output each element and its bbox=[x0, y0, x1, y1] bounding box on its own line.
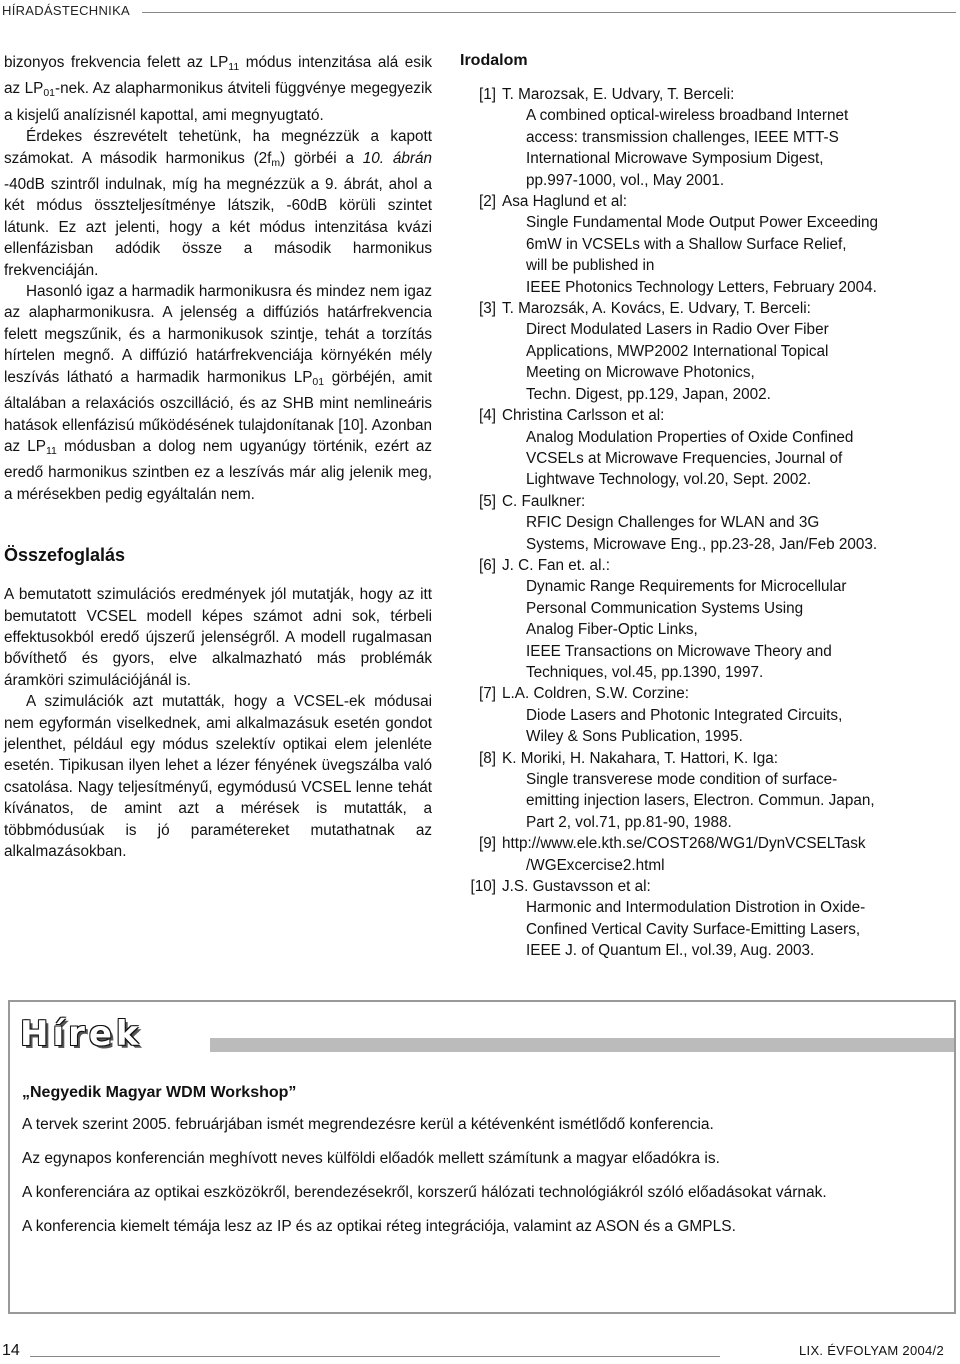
reference-line: L.A. Coldren, S.W. Corzine: bbox=[502, 685, 690, 703]
page-footer bbox=[0, 1340, 960, 1364]
page-number: 14 bbox=[2, 1342, 20, 1359]
reference-text bbox=[496, 748, 875, 834]
reference-text bbox=[496, 84, 848, 191]
reference-line: VCSELs at Microwave Frequencies, Journal of bbox=[526, 449, 843, 467]
reference-line: pp.997-1000, vol., May 2001. bbox=[526, 171, 725, 189]
reference-item bbox=[460, 405, 940, 491]
reference-line: Confined Vertical Cavity Surface-Emitting Lasers, bbox=[526, 920, 861, 938]
news-paragraph-2: Az egynapos konferencián meghívott neves külföldi előadók mellett számítunk a magyar előadókra is. bbox=[22, 1150, 720, 1167]
summary-paragraph-2: A szimulációk azt mutatták, hogy a VCSEL-ek módusai nem egyformán viselkednek, ami alkalmazásuk esetén gondot jelenthet, például egy módus szelektív optikai elem jelenléte esetén. Tipikusan ilyen lehet a lézer fényének üvegszálba való csatolása. Nagy teljesítményű, egymódusú VCSEL lenne tehát kívánatos, de amint azt a mérések is mutatták, a többmódusúak is jó paramétereket mutathatnak az alkalmazásokban. bbox=[4, 693, 432, 860]
reference-number: [8] bbox=[478, 749, 496, 767]
reference-line: access: transmission challenges, IEEE MTT-S bbox=[526, 128, 839, 146]
paragraph-2: Érdekes észrevételt tehetünk, ha megnézzük a kapott számokat. A második harmonikus $(2f_m)$ görbéi a 10. ábrán -40dB szintről indulnak, míg ha megnézzük a 9. ábrát, ahol a két módus összteljesítménye látszik, -60dB körüli szintet látunk. Ez azt jelenti, hogy a két módus intenzitása kvázi ellenfázisban adódik össze a második harmonikus frekvenciáján. bbox=[4, 128, 432, 279]
summary-paragraph-1: A bemutatott szimulációs eredmények jól mutatják, hogy az itt bemutatott VCSEL modell képes számot adni sok, térbeli effektusokból eredő újszerű jelenségről. A modell rugalmasan bővíthető és gyors, elve alkalmazható más problémák áramköri szimulációjánál is. bbox=[4, 586, 432, 689]
reference-line: Single transverese mode condition of surface- bbox=[526, 771, 838, 788]
news-paragraph-1: A tervek szerint 2005. februárjában ismét megrendezésre kerül a kétévenként ismétlődő konferencia. bbox=[22, 1116, 714, 1133]
reference-item bbox=[460, 84, 940, 191]
reference-line: Applications, MWP2002 International Topical bbox=[526, 342, 829, 360]
reference-item bbox=[460, 748, 940, 834]
paragraph-1: bizonyos frekvencia felett az $LP_{11}$ módus intenzitása alá esik az $LP_{01}$-nek. Az alapharmonikus átviteli függvénye megegyezik a kisjelű analízisnél kapottal, ami megnyugtató. bbox=[4, 54, 432, 124]
reference-item bbox=[460, 491, 940, 555]
volume-label: LIX. ÉVFOLYAM 2004/2 bbox=[799, 1343, 944, 1358]
reference-line: K. Moriki, H. Nakahara, T. Hattori, K. Iga: bbox=[502, 749, 779, 767]
reference-line: 6mW in VCSELs with a Shallow Surface Relief, bbox=[526, 235, 847, 253]
reference-line: Part 2, vol.71, pp.81-90, 1988. bbox=[526, 813, 732, 831]
reference-list bbox=[460, 84, 940, 962]
page-header bbox=[0, 0, 960, 24]
reference-number: [10] bbox=[470, 878, 496, 896]
news-title-rule bbox=[210, 1038, 954, 1052]
reference-line: Harmonic and Intermodulation Distrotion in Oxide- bbox=[526, 899, 866, 917]
reference-line: Dynamic Range Requirements for Microcellular bbox=[526, 578, 847, 596]
reference-line: IEEE Photonics Technology Letters, February 2004. bbox=[526, 278, 877, 296]
section-title: Összefoglalás bbox=[4, 545, 126, 566]
reference-line: Direct Modulated Lasers in Radio Over Fiber bbox=[526, 321, 829, 339]
footer-rule bbox=[30, 1356, 720, 1357]
news-paragraph-3: A konferenciára az optikai eszközökről, berendezésekről, korszerű hálózati technológiákról szóló előadásokat várnak. bbox=[22, 1184, 827, 1201]
reference-line: Systems, Microwave Eng., pp.23-28, Jan/Feb 2003. bbox=[526, 535, 878, 553]
reference-line: http://www.ele.kth.se/COST268/WG1/DynVCSELTask bbox=[502, 835, 866, 853]
reference-line: International Microwave Symposium Digest, bbox=[526, 150, 824, 168]
reference-line: Single Fundamental Mode Output Power Exceeding bbox=[526, 214, 879, 232]
reference-item bbox=[460, 555, 940, 683]
reference-line: Analog Modulation Properties of Oxide Confined bbox=[526, 428, 854, 446]
reference-line: Christina Carlsson et al: bbox=[502, 407, 665, 425]
reference-number: [1] bbox=[478, 86, 496, 103]
reference-number: [6] bbox=[478, 556, 496, 574]
reference-line: J. C. Fan et. al.: bbox=[502, 556, 610, 574]
reference-text bbox=[496, 405, 853, 491]
reference-line: Techniques, vol.45, pp.1390, 1997. bbox=[526, 663, 764, 681]
reference-line: Analog Fiber-Optic Links, bbox=[526, 621, 698, 639]
reference-line: A combined optical-wireless broadband Internet bbox=[526, 107, 849, 125]
news-headline: „Negyedik Magyar WDM Workshop” bbox=[22, 1084, 297, 1101]
reference-text bbox=[496, 833, 866, 876]
news-body bbox=[22, 1084, 942, 1250]
reference-item bbox=[460, 833, 940, 876]
reference-number: [2] bbox=[478, 193, 496, 211]
reference-line: emitting injection lasers, Electron. Commun. Japan, bbox=[526, 792, 875, 810]
reference-line: /WGExcercise2.html bbox=[526, 856, 665, 874]
reference-number: [5] bbox=[478, 492, 496, 510]
reference-item bbox=[460, 683, 940, 747]
reference-number: [3] bbox=[478, 300, 496, 318]
reference-item bbox=[460, 876, 940, 962]
reference-number: [4] bbox=[478, 407, 496, 425]
reference-item bbox=[460, 191, 940, 298]
reference-line: Meeting on Microwave Photonics, bbox=[526, 364, 755, 382]
reference-text bbox=[496, 298, 829, 405]
reference-text bbox=[496, 876, 865, 962]
reference-line: Diode Lasers and Photonic Integrated Circuits, bbox=[526, 706, 843, 724]
reference-text bbox=[496, 555, 847, 683]
reference-line: Lightwave Technology, vol.20, Sept. 2002. bbox=[526, 471, 812, 489]
reference-text bbox=[496, 491, 877, 555]
reference-line: J.S. Gustavsson et al: bbox=[502, 878, 651, 896]
news-box bbox=[8, 1000, 956, 1314]
reference-line: IEEE J. of Quantum El., vol.39, Aug. 2003. bbox=[526, 942, 815, 960]
journal-title: HÍRADÁSTECHNIKA bbox=[2, 3, 131, 18]
references-column bbox=[460, 52, 940, 962]
reference-line: Wiley & Sons Publication, 1995. bbox=[526, 728, 743, 746]
references-title: Irodalom bbox=[460, 52, 528, 69]
reference-item bbox=[460, 298, 940, 405]
header-rule bbox=[142, 12, 956, 13]
left-column bbox=[4, 52, 432, 862]
reference-line: Personal Communication Systems Using bbox=[526, 599, 804, 617]
reference-line: T. Marozsak, E. Udvary, T. Berceli: bbox=[502, 86, 735, 103]
reference-line: Asa Haglund et al: bbox=[502, 193, 628, 211]
reference-line: will be published in bbox=[526, 257, 655, 275]
reference-line: T. Marozsák, A. Kovács, E. Udvary, T. Berceli: bbox=[502, 300, 811, 318]
reference-line: Techn. Digest, pp.129, Japan, 2002. bbox=[526, 385, 771, 403]
paragraph-3: Hasonló igaz a harmadik harmonikusra és mindez nem igaz az alapharmonikusra. A jelenség a diffúziós határfrekvencia felett megszűnik, és a harmonikusok szintje, tehát a torzítás hírtelen megnő. A diffúzió határfrekvenciája környékén mély leszívás látható a harmadik harmonikus $LP_{01}$ görbéjén, amit általában a relaxációs oszcilláció, és az SHB mint nemlineáris hatások ellenfázisú működésének tulajdonítanak [10]. Azonban az $LP_{11}$ módusban a dolog nem ugyanúgy történik, ezért az eredő harmonikus szintben ez a leszívás már alig jelenik meg, a mérésekben pedig egyáltalán nem. bbox=[4, 283, 433, 503]
reference-text bbox=[496, 683, 842, 747]
reference-number: [9] bbox=[478, 835, 496, 853]
reference-line: RFIC Design Challenges for WLAN and 3G bbox=[526, 514, 820, 532]
reference-line: IEEE Transactions on Microwave Theory and bbox=[526, 642, 832, 660]
reference-line: C. Faulkner: bbox=[502, 492, 586, 510]
reference-text bbox=[496, 191, 878, 298]
reference-number: [7] bbox=[478, 685, 496, 703]
news-paragraph-4: A konferencia kiemelt témája lesz az IP és az optikai réteg integrációja, valamint az ASON és a GMPLS. bbox=[22, 1218, 736, 1235]
news-title: Hírek bbox=[20, 1014, 143, 1054]
